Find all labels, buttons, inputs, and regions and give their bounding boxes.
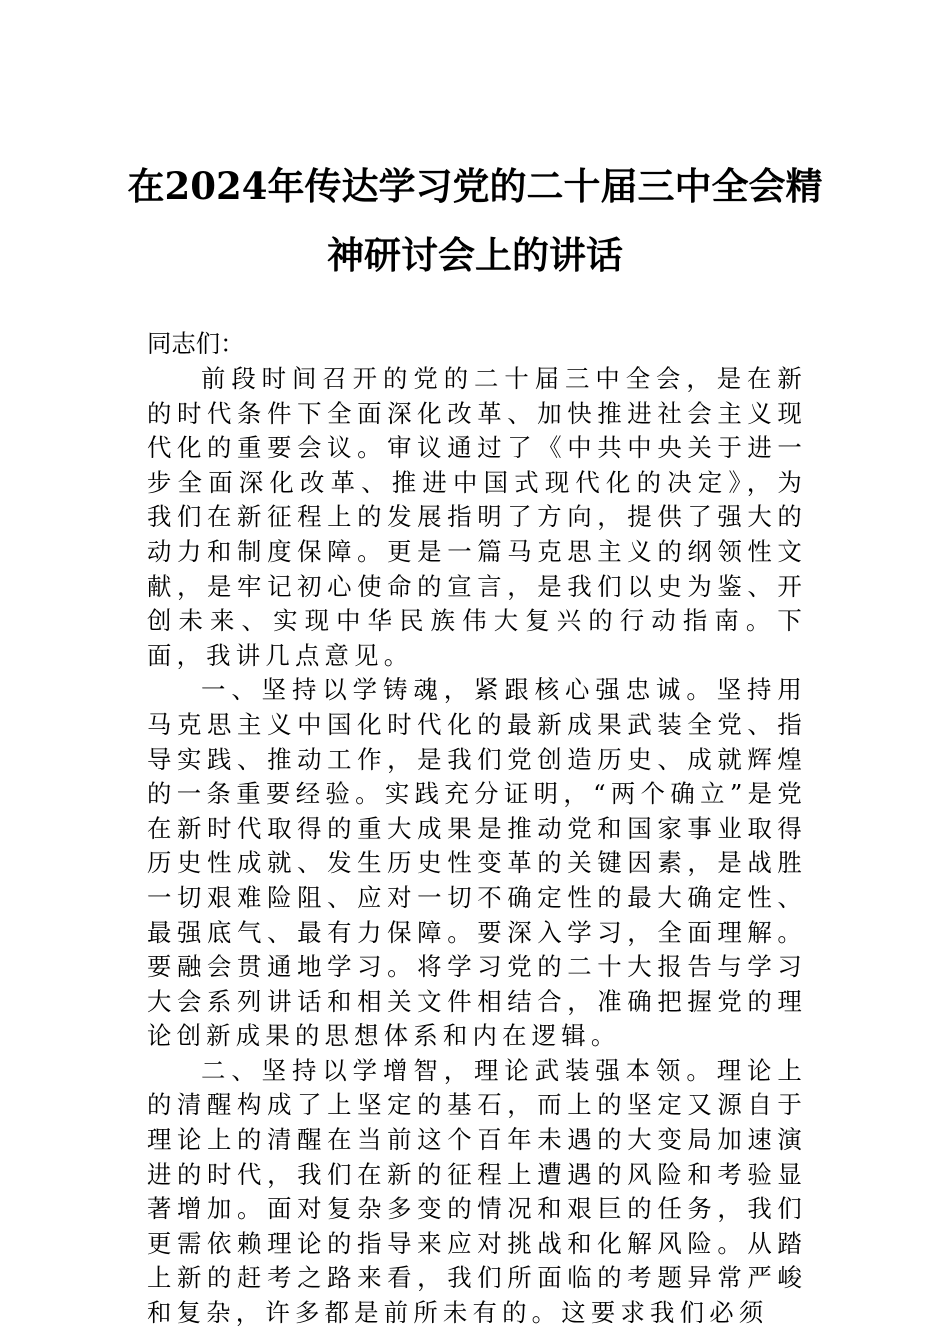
document-body bbox=[147, 362, 807, 1331]
document-title-line-2: 神研讨会上的讲话 bbox=[327, 233, 623, 277]
paragraph-point-one: 一、坚持以学铸魂，紧跟核心强忠诚。坚持用马克思主义中国化时代化的最新成果武装全党、指导实践、推动工作，是我们党创造历史、成就辉煌的一条重要经验。实践充分证明，“两个确立”是党在新时代取得的重大成果是推动党和国家事业取得历史性成就、发生历史性变革的关键因素，是战胜一切艰难险阻、应对一切不确定性的最大确定性、最强底气、最有力保障。要深入学习，全面理解。要融会贯通地学习。将学习党的二十大报告与学习大会系列讲话和相关文件相结合，准确把握党的理论创新成果的思想体系和内在逻辑。 bbox=[147, 675, 807, 1051]
paragraph-point-two: 二、坚持以学增智，理论武装强本领。理论上的清醒构成了上坚定的基石，而上的坚定又源自于理论上的清醒在当前这个百年未遇的大变局加速演进的时代，我们在新的征程上遭遇的风险和考验显著增加。面对复杂多变的情况和艰巨的任务，我们更需依赖理论的指导来应对挑战和化解风险。从踏上新的赶考之路来看，我们所面临的考题异常严峻和复杂，许多都是前所未有的。这要求我们必须 bbox=[147, 1055, 807, 1328]
document-title-line-1: 在2024年传达学习党的二十届三中全会精 bbox=[127, 164, 823, 208]
paragraph-intro: 前段时间召开的党的二十届三中全会，是在新的时代条件下全面深化改革、加快推进社会主义现代化的重要会议。审议通过了《中共中央关于进一步全面深化改革、推进中国式现代化的决定》，为我们在新征程上的发展指明了方向，提供了强大的动力和制度保障。更是一篇马克思主义的纲领性文献，是牢记初心使命的宣言，是我们以史为鉴、开创未来、实现中华民族伟大复兴的行动指南。下面，我讲几点意见。 bbox=[147, 364, 807, 670]
greeting: 同志们： bbox=[147, 329, 245, 358]
